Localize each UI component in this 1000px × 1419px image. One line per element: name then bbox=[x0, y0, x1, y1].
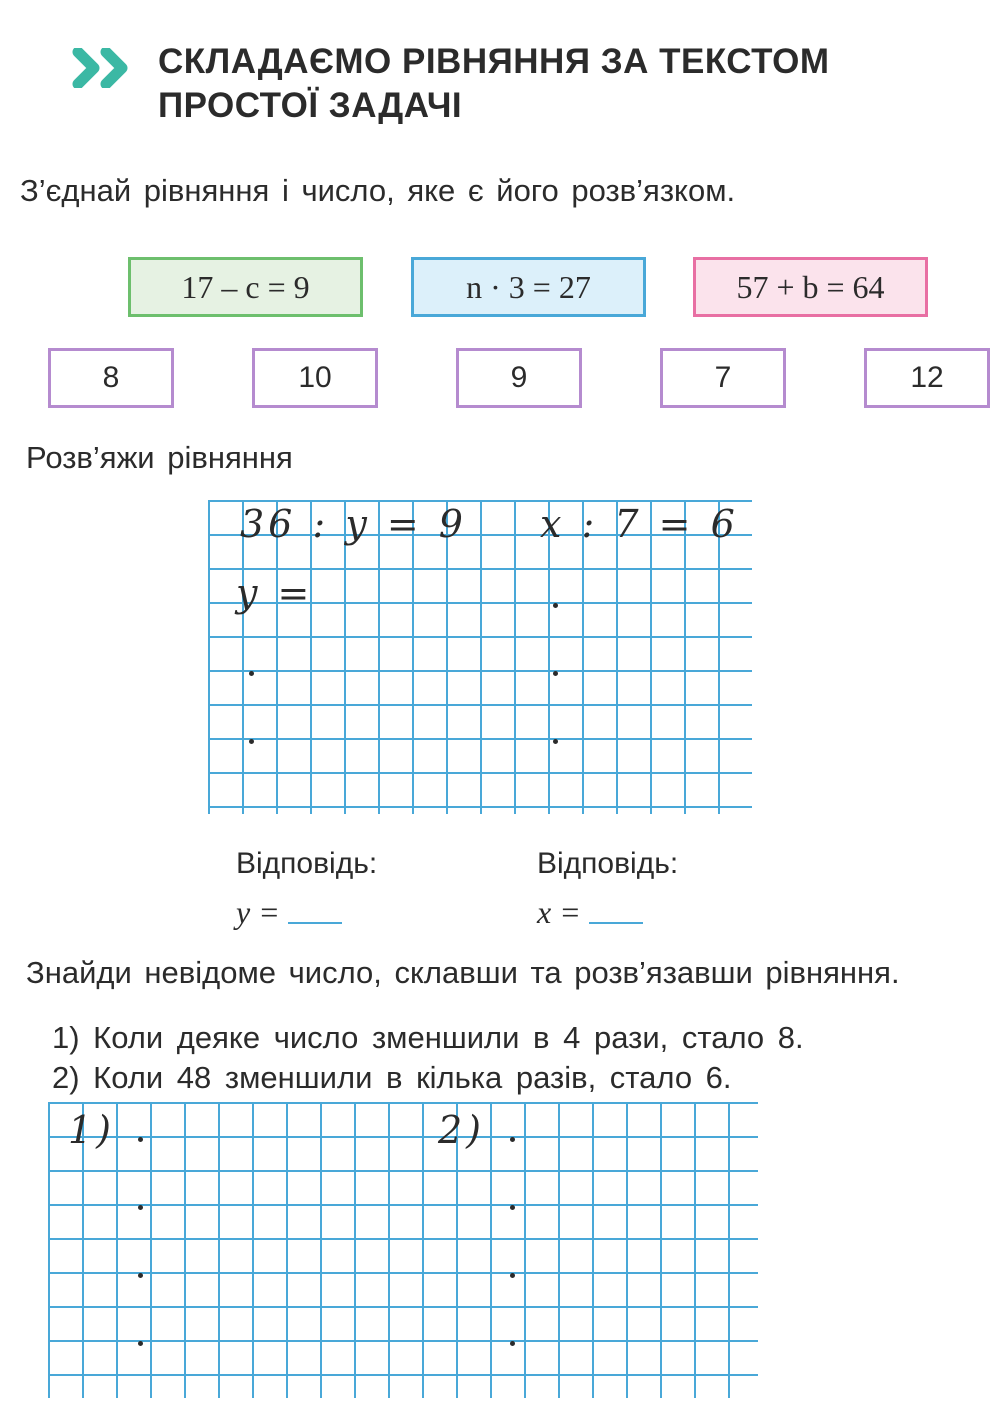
title-line-2: ПРОСТОЇ ЗАДАЧІ bbox=[158, 86, 463, 125]
answer-field-y[interactable] bbox=[288, 922, 342, 924]
equation-box-3[interactable]: 57 + b = 64 bbox=[693, 257, 928, 317]
row-dot bbox=[249, 739, 254, 744]
handwritten-equation-x: x : 7 = 6 bbox=[540, 502, 739, 546]
row-dot bbox=[510, 1205, 515, 1210]
number-box-4[interactable]: 7 bbox=[660, 348, 786, 408]
number-box-2[interactable]: 10 bbox=[252, 348, 378, 408]
task2-instruction: Розв’яжи рівняння bbox=[26, 440, 293, 475]
grid-task3[interactable] bbox=[48, 1102, 758, 1398]
handwritten-equation-y: 36 : y = 9 bbox=[240, 502, 467, 546]
row-dot bbox=[138, 1341, 143, 1346]
row-dot bbox=[553, 671, 558, 676]
equation-box-2[interactable]: n · 3 = 27 bbox=[411, 257, 646, 317]
problem-1: 1) Коли деяке число зменшили в 4 рази, стало 8. bbox=[52, 1020, 804, 1055]
answer-var-x: x = bbox=[537, 894, 581, 930]
row-dot bbox=[510, 1273, 515, 1278]
row-dot bbox=[249, 671, 254, 676]
grid-task2[interactable] bbox=[208, 500, 752, 814]
answer-label-right: Відповідь: bbox=[537, 847, 679, 880]
problem-2: 2) Коли 48 зменшили в кілька разів, стало 6. bbox=[52, 1060, 732, 1095]
task1-instruction: З’єднай рівняння і число, яке є його розв’язком. bbox=[20, 173, 736, 208]
row-dot bbox=[138, 1137, 143, 1142]
handwritten-label-2: 2) bbox=[438, 1108, 486, 1152]
handwritten-label-1: 1) bbox=[68, 1108, 116, 1152]
row-dot bbox=[138, 1205, 143, 1210]
answer-var-y: y = bbox=[236, 894, 280, 930]
answer-field-x[interactable] bbox=[589, 922, 643, 924]
task3-instruction: Знайди невідоме число, склавши та розв’язавши рівняння. bbox=[26, 955, 900, 990]
row-dot bbox=[553, 603, 558, 608]
double-chevron-right-icon bbox=[72, 48, 136, 88]
number-box-1[interactable]: 8 bbox=[48, 348, 174, 408]
number-box-5[interactable]: 12 bbox=[864, 348, 990, 408]
equation-box-1[interactable]: 17 – c = 9 bbox=[128, 257, 363, 317]
title-line-1: СКЛАДАЄМО РІВНЯННЯ ЗА ТЕКСТОМ bbox=[158, 42, 830, 81]
row-dot bbox=[138, 1273, 143, 1278]
number-box-3[interactable]: 9 bbox=[456, 348, 582, 408]
answer-label-left: Відповідь: bbox=[236, 847, 378, 880]
row-dot bbox=[510, 1137, 515, 1142]
row-dot bbox=[510, 1341, 515, 1346]
handwritten-step-y: y = bbox=[236, 571, 314, 615]
row-dot bbox=[553, 739, 558, 744]
page-title bbox=[158, 40, 958, 128]
